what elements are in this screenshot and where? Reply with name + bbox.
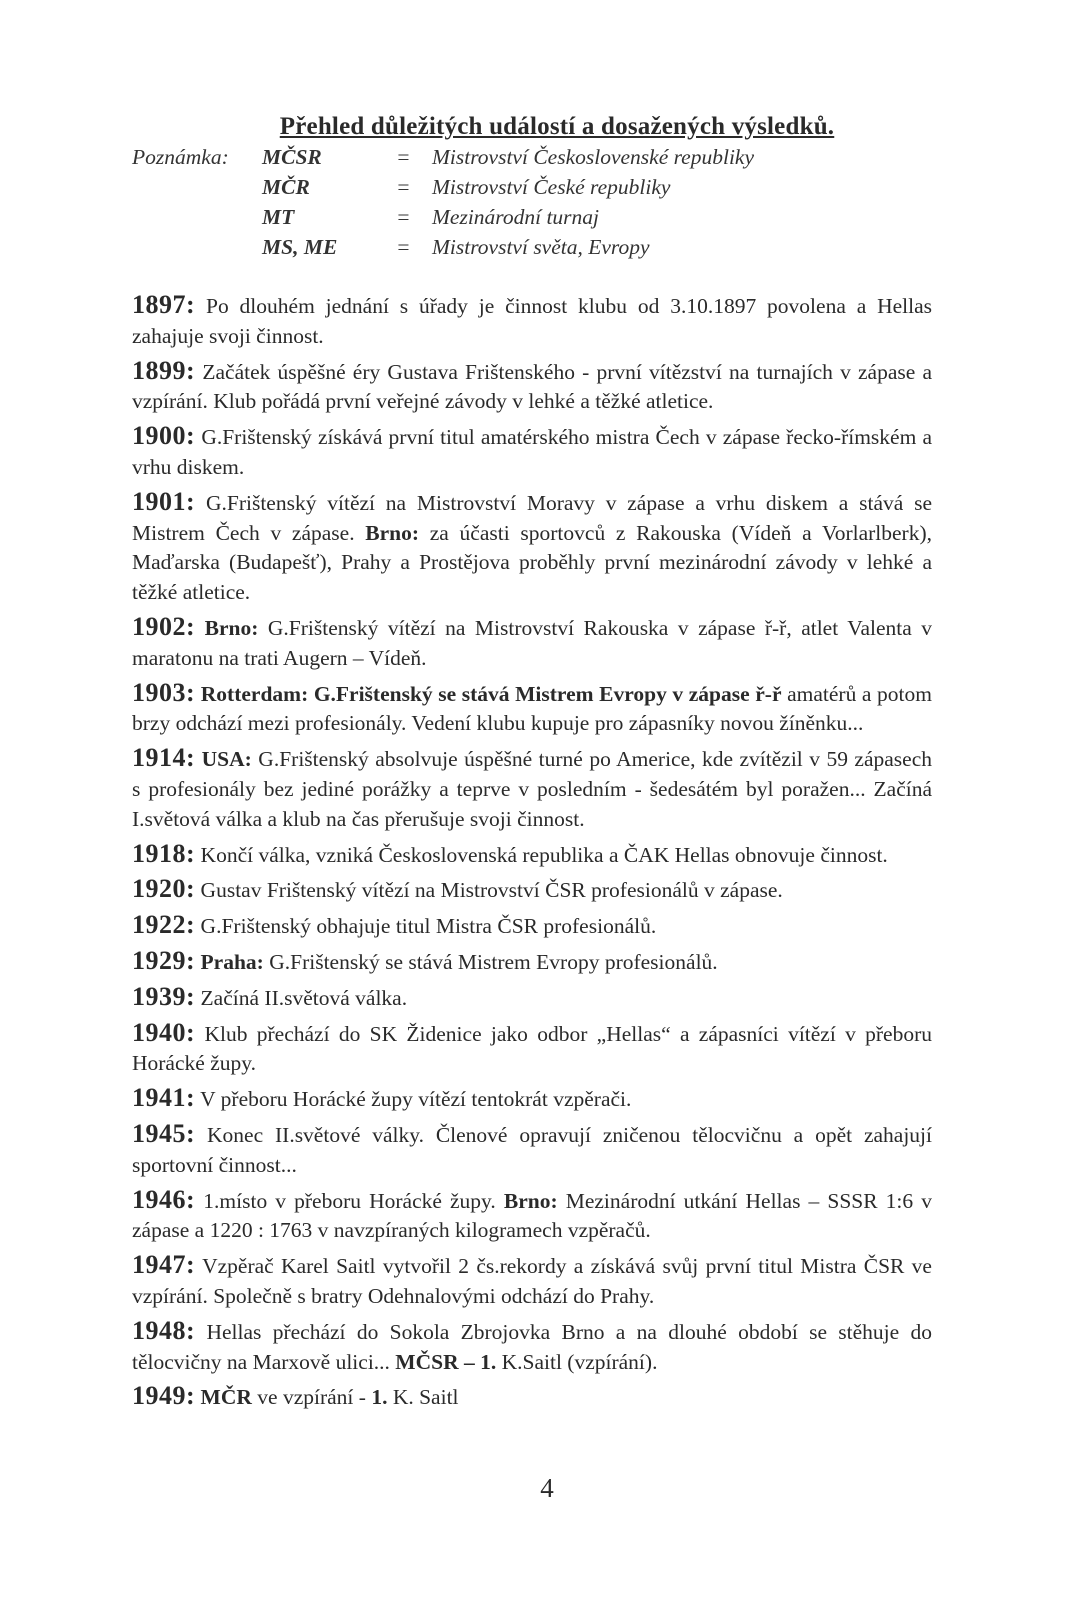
event-highlight: USA: xyxy=(201,747,252,772)
event-text: Klub přechází do SK Židenice jako odbor „Hellas“ a zápasníci vítězí v přeboru Horácké župy. xyxy=(132,1021,933,1076)
note-meaning: Mistrovství Československé republiky xyxy=(432,145,755,169)
event-entry xyxy=(132,612,932,674)
event-entry xyxy=(132,1381,932,1413)
event-entry xyxy=(132,1083,932,1115)
note-equals: = xyxy=(396,175,411,199)
event-year: 1914: xyxy=(132,743,196,773)
event-entry xyxy=(132,1185,932,1247)
event-text: K.Saitl (vzpírání). xyxy=(496,1349,658,1374)
event-highlight: Brno: xyxy=(204,615,259,640)
event-text: Začíná II.světová válka. xyxy=(200,985,408,1010)
event-entry xyxy=(132,839,932,871)
event-text: G.Frištenský se stává Mistrem Evropy profesionálů. xyxy=(263,949,718,974)
event-year: 1900: xyxy=(132,421,196,451)
note-prefix xyxy=(132,172,262,202)
event-year: 1897: xyxy=(132,290,196,319)
event-entry xyxy=(132,910,932,942)
note-prefix xyxy=(132,232,262,262)
document-page xyxy=(132,112,932,1417)
abbreviation-notes xyxy=(132,142,932,262)
event-highlight: MČSR – 1. xyxy=(395,1349,497,1374)
event-entry xyxy=(132,1119,932,1181)
event-year: 1946: xyxy=(132,1184,196,1214)
event-highlight: Praha: xyxy=(200,949,264,974)
note-equals: = xyxy=(396,145,411,169)
event-year: 1920: xyxy=(132,874,196,904)
event-text: G.Frištenský vítězí na Mistrovství Rakouska v zápase ř-ř, atlet Valenta v maratonu na trati Augern – Vídeň. xyxy=(132,615,933,670)
event-year: 1949: xyxy=(132,1381,196,1411)
event-text: V přeboru Horácké župy vítězí tentokrát vzpěrači. xyxy=(200,1087,632,1112)
note-prefix xyxy=(132,202,262,232)
event-text: G.Frištenský absolvuje úspěšné turné po Americe, kde zvítězil v 59 zápasech s profesionály bez jediné porážky a teprve v posledním - šedesátém byl poražen... Začíná I.světová válka a klub na čas přerušuje svoji činnost. xyxy=(132,747,933,831)
event-year: 1922: xyxy=(132,910,196,940)
event-entry xyxy=(132,1018,932,1080)
page-number: 4 xyxy=(540,1473,554,1503)
event-entry xyxy=(132,421,932,483)
event-year: 1901: xyxy=(132,486,196,516)
event-highlight: Brno: xyxy=(503,1188,558,1213)
event-entry xyxy=(132,1316,932,1378)
event-year: 1902: xyxy=(132,611,196,641)
event-year: 1948: xyxy=(132,1315,196,1345)
note-row xyxy=(132,232,932,262)
event-entry xyxy=(132,678,932,740)
event-highlight: Brno: xyxy=(365,520,420,545)
note-equals: = xyxy=(396,205,411,229)
note-abbreviation: MT xyxy=(262,205,295,229)
event-highlight: Rotterdam: G.Frištenský se stává Mistrem Evropy v zápase ř-ř xyxy=(200,681,782,706)
event-text: Mezinárodní utkání Hellas – SSSR 1:6 v zápase a 1220 : 1763 v navzpíraných kilogramech vzpěračů. xyxy=(132,1188,933,1243)
event-year: 1945: xyxy=(132,1118,196,1148)
note-row xyxy=(132,172,932,202)
event-entry xyxy=(132,290,932,352)
event-entry xyxy=(132,743,932,834)
event-year: 1940: xyxy=(132,1017,196,1047)
event-text: Vzpěrač Karel Saitl vytvořil 2 čs.rekordy a získává svůj první titul Mistra ČSR ve vzpírání. Společně s bratry Odehnalovými odchází do Prahy. xyxy=(132,1254,932,1308)
event-text: K. Saitl xyxy=(387,1385,459,1410)
note-meaning: Mistrovství světa, Evropy xyxy=(432,235,650,259)
event-text: za účasti sportovců z Rakouska (Vídeň a Vorlarlberk), Maďarska (Budapešť), Prahy a Prostějova proběhly první mezinárodní závody v lehké a těžké atletice. xyxy=(132,520,932,605)
note-abbreviation: MČR xyxy=(262,175,310,199)
event-year: 1941: xyxy=(132,1083,196,1113)
event-text: G.Frištenský obhajuje titul Mistra ČSR profesionálů. xyxy=(200,914,657,939)
event-text: Po dlouhém jednání s úřady je činnost klubu od 3.10.1897 povolena a Hellas zahajuje svoji činnost. xyxy=(132,294,933,348)
event-highlight: MČR xyxy=(200,1385,252,1410)
events-list xyxy=(132,290,932,1413)
event-year: 1929: xyxy=(132,945,196,975)
note-row xyxy=(132,202,932,232)
note-meaning: Mezinárodní turnaj xyxy=(432,205,600,229)
event-text: G.Frištenský získává první titul amatérského mistra Čech v zápase řecko-římském a vrhu diskem. xyxy=(132,425,932,479)
event-year: 1899: xyxy=(132,355,196,385)
event-year: 1947: xyxy=(132,1250,196,1280)
event-year: 1903: xyxy=(132,677,196,707)
note-abbreviation: MČSR xyxy=(262,145,322,169)
note-prefix: Poznámka: xyxy=(132,145,229,169)
note-abbreviation: MS, ME xyxy=(262,235,338,259)
event-entry xyxy=(132,982,932,1014)
event-year: 1939: xyxy=(132,981,196,1011)
event-text: Konec II.světové války. Členové opravují zničenou tělocvičnu a opět zahajují sportovní činnost... xyxy=(132,1122,932,1177)
event-text: Hellas přechází do Sokola Zbrojovka Brno a na dlouhé období se stěhuje do tělocvičny na Marxově ulici... xyxy=(132,1319,933,1374)
event-text: amatérů a potom brzy odchází mezi profesionály. Vedení klubu kupuje pro zápasníky novou žíněnku... xyxy=(132,681,932,736)
event-text: Gustav Frištenský vítězí na Mistrovství ČSR profesionálů v zápase. xyxy=(200,878,783,903)
event-entry xyxy=(132,487,932,608)
event-entry xyxy=(132,874,932,906)
event-year: 1918: xyxy=(132,838,196,868)
note-meaning: Mistrovství České republiky xyxy=(432,175,671,199)
note-equals: = xyxy=(396,235,411,259)
event-text: 1.místo v přeboru Horácké župy. xyxy=(203,1188,504,1213)
event-highlight: 1. xyxy=(371,1385,388,1410)
event-entry xyxy=(132,356,932,418)
event-entry xyxy=(132,946,932,978)
note-row xyxy=(132,142,932,172)
event-text: Začátek úspěšné éry Gustava Frištenského - první vítězství na turnajích v zápase a vzpírání. Klub pořádá první veřejné závody v lehké a těžké atletice. xyxy=(132,359,933,414)
page-title: Přehled důležitých událostí a dosažených výsledků. xyxy=(279,113,835,140)
event-text: ve vzpírání - xyxy=(251,1385,372,1410)
event-text: Končí válka, vzniká Československá republika a ČAK Hellas obnovuje činnost. xyxy=(200,842,888,867)
event-text: G.Frištenský vítězí na Mistrovství Moravy v zápase a vrhu diskem a stává se Mistrem Čech v zápase. xyxy=(132,490,932,545)
event-entry xyxy=(132,1250,932,1312)
